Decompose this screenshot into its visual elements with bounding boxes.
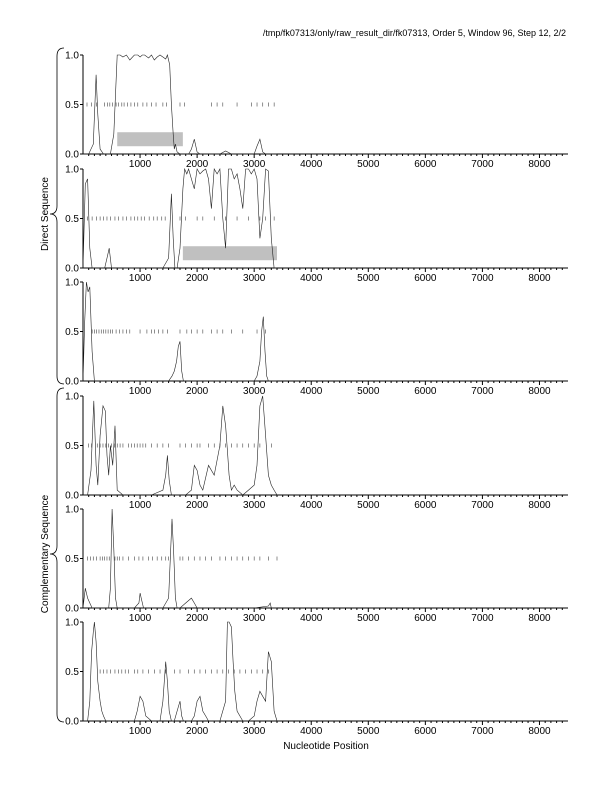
x-tick-label: 7000 — [471, 613, 494, 624]
y-tick-label: 0.0 — [65, 490, 79, 502]
x-tick-label: 5000 — [357, 613, 380, 624]
x-tick-label: 3000 — [243, 386, 266, 397]
panel-4 — [65, 392, 568, 512]
x-tick-label: 7000 — [471, 159, 494, 170]
y-tick-label: 0.5 — [65, 327, 79, 338]
x-tick-label: 4000 — [300, 386, 323, 397]
direct-brace — [50, 48, 64, 384]
x-tick-label: 6000 — [414, 273, 437, 284]
y-tick-label: 1.0 — [65, 50, 79, 62]
x-tick-label: 5000 — [357, 726, 380, 737]
panel-2 — [65, 165, 568, 285]
y-tick-label: 0.5 — [65, 667, 79, 678]
x-tick-label: 6000 — [414, 613, 437, 624]
y-tick-label: 0.5 — [65, 554, 79, 565]
x-tick-label: 2000 — [185, 159, 209, 170]
x-tick-label: 5000 — [357, 159, 380, 170]
x-tick-label: 3000 — [243, 726, 266, 737]
header-text: /tmp/fk07313/only/raw_result_dir/fk07313, Order 5, Window 96, Step 12, 2/2 — [262, 28, 566, 38]
x-tick-label: 4000 — [300, 726, 323, 737]
y-tick-label: 1.0 — [65, 504, 79, 516]
x-tick-label: 6000 — [414, 726, 437, 737]
x-tick-label: 2000 — [185, 726, 209, 737]
x-tick-label: 1000 — [128, 500, 152, 511]
y-tick-label: 1.0 — [65, 277, 79, 289]
x-tick-label: 6000 — [414, 386, 437, 397]
y-tick-label: 0.5 — [65, 100, 79, 111]
y-tick-label: 0.0 — [65, 716, 79, 728]
x-tick-label: 5000 — [357, 386, 380, 397]
x-tick-label: 7000 — [471, 500, 494, 511]
panel-5 — [65, 505, 568, 625]
y-tick-label: 1.0 — [65, 391, 79, 403]
y-tick-label: 1.0 — [65, 164, 79, 176]
x-tick-label: 5000 — [357, 500, 380, 511]
x-tick-label: 3000 — [243, 273, 266, 284]
complementary-sequence-label: Complementary Sequence — [40, 494, 51, 614]
x-axis-label: Nucleotide Position — [283, 741, 369, 752]
x-tick-label: 1000 — [128, 273, 152, 284]
x-tick-label: 4000 — [300, 500, 323, 511]
direct-sequence-label: Direct Sequence — [40, 177, 51, 251]
x-tick-label: 8000 — [528, 386, 551, 397]
complementary-brace — [50, 388, 64, 722]
y-tick-label: 0.0 — [65, 149, 79, 161]
x-tick-label: 3000 — [243, 613, 266, 624]
x-tick-label: 2000 — [185, 613, 209, 624]
y-tick-label: 0.0 — [65, 603, 79, 615]
x-tick-label: 2000 — [185, 500, 209, 511]
x-tick-label: 2000 — [185, 273, 209, 284]
x-tick-label: 4000 — [300, 159, 323, 170]
x-tick-label: 5000 — [357, 273, 380, 284]
x-tick-label: 1000 — [128, 726, 152, 737]
x-tick-label: 3000 — [243, 159, 266, 170]
panel-3 — [65, 278, 568, 398]
x-tick-label: 1000 — [128, 386, 152, 397]
x-tick-label: 3000 — [243, 500, 266, 511]
region-bar — [183, 246, 277, 260]
x-tick-label: 8000 — [528, 273, 551, 284]
y-tick-label: 0.0 — [65, 263, 79, 275]
x-tick-label: 1000 — [128, 159, 152, 170]
x-tick-label: 2000 — [185, 386, 209, 397]
y-tick-label: 0.0 — [65, 376, 79, 388]
chart-panels — [65, 51, 568, 738]
x-tick-label: 6000 — [414, 159, 437, 170]
panel-6 — [65, 618, 568, 738]
x-tick-label: 7000 — [471, 386, 494, 397]
x-tick-label: 8000 — [528, 159, 551, 170]
x-tick-label: 1000 — [128, 613, 152, 624]
x-tick-label: 8000 — [528, 613, 551, 624]
x-tick-label: 8000 — [528, 500, 551, 511]
x-tick-label: 6000 — [414, 500, 437, 511]
panel-1 — [65, 51, 568, 171]
x-tick-label: 7000 — [471, 726, 494, 737]
x-tick-label: 7000 — [471, 273, 494, 284]
x-tick-label: 4000 — [300, 613, 323, 624]
y-tick-label: 0.5 — [65, 441, 79, 452]
x-tick-label: 4000 — [300, 273, 323, 284]
x-tick-label: 8000 — [528, 726, 551, 737]
y-tick-label: 1.0 — [65, 617, 79, 629]
y-tick-label: 0.5 — [65, 214, 79, 225]
